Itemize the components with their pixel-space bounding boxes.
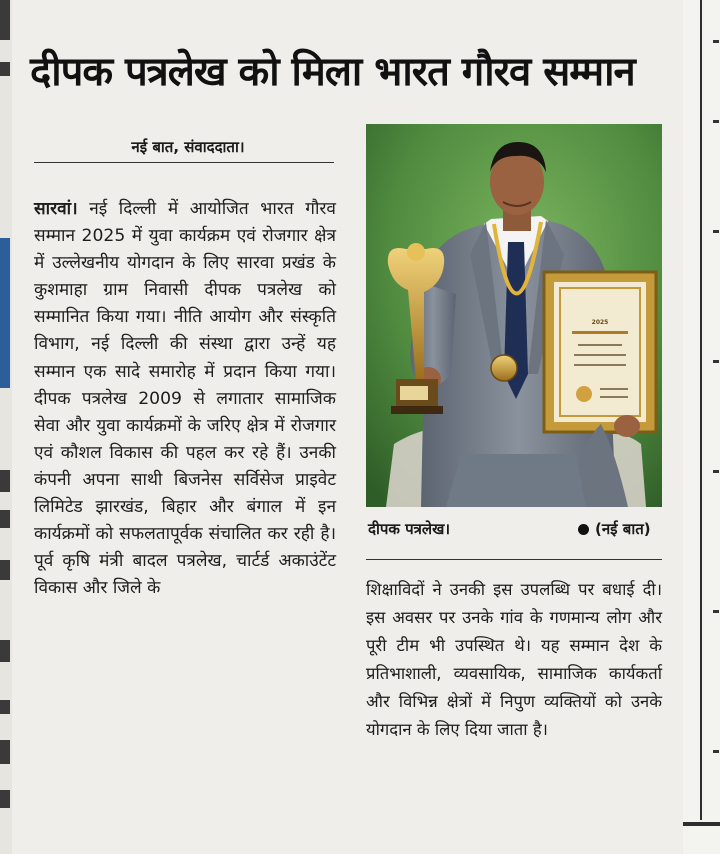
adjacent-column-edge: [0, 0, 12, 854]
article-body-column-1: [34, 196, 336, 602]
adjacent-page-edge: [683, 0, 720, 854]
award-photo: [366, 124, 662, 507]
caption-rule: [366, 559, 662, 560]
certificate-year: 2025: [591, 319, 609, 326]
photo-caption: दीपक पत्रलेख।: [368, 520, 451, 538]
body-text-1: नई दिल्ली में आयोजित भारत गौरव सम्मान 2025 में युवा कार्यक्रम एवं रोजगार क्षेत्र में उल्लेखनीय योगदान के लिए सारवा प्रखंड के कुशमाहा ग्राम निवासी दीपक पत्रलेख को सम्मानित किया गया। नीति आयोग और संस्कृति विभाग, नई दिल्ली की संस्था द्वारा उन्हें यह सम्मान एक सादे समारोह में प्रदान किया गया। दीपक पत्रलेख 2009 से लगातार सामाजिक सेवा और युवा कार्यक्रमों के जरिए क्षेत्र में रोजगार एवं कौशल विकास की पहल कर रहे हैं। उनकी कंपनी अपना साथी बिजनेस सर्विसेज प्राइवेट लिमिटेड झारखंड, बिहार और बंगाल में इन कार्यक्रमों को सफलतापूर्वक संचालित कर रही है। पूर्व कृषि मंत्री बादल पत्रलेख, चार्टर्ड अकाउंटेंट विकास और जिले के: [34, 199, 336, 599]
photo-credit-wrap: [578, 519, 651, 539]
byline: नई बात, संवाददाता।: [131, 138, 245, 156]
bullet-icon: [578, 524, 589, 535]
photo-credit: (नई बात): [595, 520, 651, 538]
dateline: सारवां।: [34, 199, 78, 219]
byline-rule: [34, 162, 334, 163]
headline: दीपक पत्रलेख को मिला भारत गौरव सम्मान: [30, 49, 635, 95]
photo-illustration: [366, 124, 662, 507]
article-body-column-2: शिक्षाविदों ने उनकी इस उपलब्धि पर बधाई दी। इस अवसर पर उनके गांव के गणमान्य लोग और पूरी टीम भी उपस्थित थे। यह सम्मान देश के प्रतिभाशाली, व्यवसायिक, सामाजिक कार्यकर्ता और विभिन्न क्षेत्रों में निपुण व्यक्तियों को उनके योगदान के लिए दिया जाता है।: [366, 580, 662, 739]
